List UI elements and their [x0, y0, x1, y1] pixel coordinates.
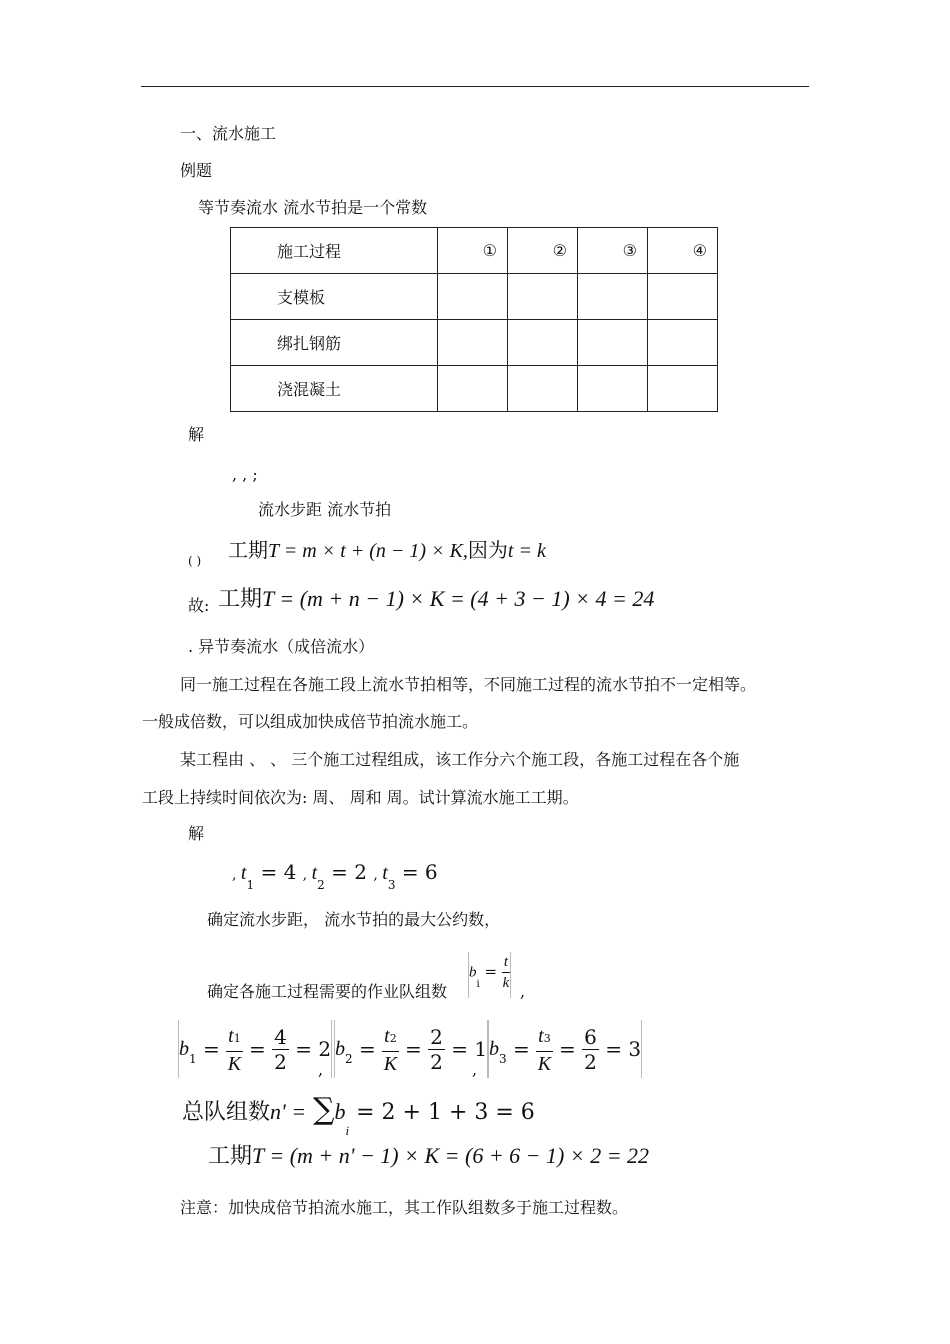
b2-num: 2 [430, 1024, 443, 1049]
step-terms: 流水步距 流水节拍 [258, 500, 392, 519]
b2-symbol: b [335, 1037, 345, 1060]
t3-subscript: 3 [387, 878, 396, 892]
teams-b-symbol: b [469, 964, 477, 981]
b3-equation: b 3 = $\frac{t3}{K}$ = $\frac{6}{2}$ = 3 [488, 1020, 642, 1078]
teams-b-subscript: i [476, 978, 480, 990]
punctuation-line: , , ; [232, 465, 258, 484]
total-teams-lhs: n' = [270, 1099, 307, 1124]
total-teams-rhs: = 2 + 1 + 3 = 6 [356, 1100, 535, 1125]
b3-K: K [537, 1052, 552, 1075]
conclusion-marker: 故: [188, 596, 210, 615]
section2-title: . 异节奏流水（成倍流水） [188, 637, 375, 656]
t2-value: = 2 [331, 860, 367, 884]
t2-symbol: t [311, 862, 318, 884]
b1-subscript: 1 [189, 1052, 197, 1066]
b1-den: 2 [274, 1049, 287, 1074]
period-general-equation [228, 534, 546, 563]
paren-marker: ( ) [188, 554, 202, 568]
header-rule [141, 86, 809, 87]
teams-text: 确定各施工过程需要的作业队组数 [207, 982, 448, 1001]
sum-b-subscript: i [345, 1123, 350, 1138]
condition-formula: t = k [507, 540, 546, 562]
table-row [231, 274, 718, 320]
teams-suffix: , [520, 982, 526, 1001]
teams-denominator: k [502, 975, 510, 991]
period-numeric-formula: T = (m + n − 1) × K = (4 + 3 − 1) × 4 = 24 [262, 586, 655, 611]
table-header-row [231, 228, 718, 274]
t1-value: = 4 [260, 860, 297, 884]
period-formula: T = m × t + (n − 1) × K, [268, 540, 468, 562]
table-cell-process: 绑扎钢筋 [231, 320, 438, 366]
b3-symbol: b [489, 1037, 499, 1060]
period2-label: 工期 [208, 1144, 253, 1169]
period2-formula: T = (m + n' − 1) × K = (6 + 6 − 1) × 2 = 22 [252, 1143, 650, 1168]
b1-num: 4 [274, 1024, 287, 1049]
process-table [230, 227, 718, 412]
t2-subscript: 2 [317, 878, 325, 892]
sigma-symbol: ∑ [313, 1092, 335, 1127]
paragraph2-line1: 某工程由 、 、 三个施工过程组成，该工作分六个施工段，各施工过程在各个施 [180, 750, 740, 769]
table-cell-process: 支模板 [231, 274, 438, 320]
solution-label: 解 [188, 425, 205, 444]
b2-t-sub: 2 [389, 1031, 397, 1045]
sum-b-symbol: b [334, 1099, 346, 1124]
table-header-cell: ② [508, 228, 578, 274]
table-cell-process: 浇混凝土 [231, 366, 438, 412]
b1-t: t [228, 1024, 234, 1047]
t1-subscript: 1 [246, 878, 255, 892]
b3-t: t [538, 1024, 544, 1047]
table-header-cell: ③ [578, 228, 648, 274]
table-header-cell: 施工过程 [231, 228, 438, 274]
b3-subscript: 3 [499, 1052, 507, 1066]
subtitle-equal-rhythm: 等节奏流水 流水节拍是一个常数 [198, 198, 428, 217]
period2-equation [208, 1139, 649, 1170]
b3-result: 3 [628, 1037, 642, 1061]
paragraph1-line1: 同一施工过程在各施工段上流水节拍相等，不同施工过程的流水节拍不一定相等。 [180, 675, 757, 694]
table-header-cell: ④ [648, 228, 718, 274]
b1-equation: b 1 = $\frac{t1}{K}$ = $\frac{4}{2}$ = 2 [178, 1020, 332, 1078]
because-text: 因为 [467, 538, 508, 562]
step-distance-text: 确定流水步距， 流水节拍的最大公约数， [207, 910, 501, 929]
t-values-line: , $t_1 = 4$ , $t_2 = 2$ , $t_3 = 6$ [232, 860, 438, 892]
paragraph2-line2: 工段上持续时间依次为: 周、 周和 周。试计算流水施工工期。 [142, 788, 579, 807]
b2-t: t [384, 1024, 390, 1047]
table-header-cell: ① [438, 228, 508, 274]
t1-symbol: t [240, 862, 247, 884]
period-label: 工期 [228, 538, 268, 562]
period-label: 工期 [218, 587, 263, 612]
b2-den: 2 [430, 1049, 443, 1074]
t3-value: = 6 [401, 860, 438, 884]
example-label: 例题 [180, 161, 213, 180]
teams-formula: $b_i$ = $\frac{t}{k}$ [468, 952, 511, 998]
t3-symbol: t [382, 862, 388, 884]
period-numeric-equation [218, 582, 654, 613]
b1-symbol: b [179, 1037, 189, 1060]
solution-label-2: 解 [188, 824, 205, 843]
note-text: 注意：加快成倍节拍流水施工，其工作队组数多于施工过程数。 [180, 1198, 629, 1217]
table-row [231, 366, 718, 412]
b2-equation: b 2 = $\frac{t2}{K}$ = $\frac{2}{2}$ = 1 [334, 1020, 488, 1078]
b1-t-sub: 1 [233, 1031, 241, 1045]
b2-subscript: 2 [345, 1052, 353, 1066]
total-teams-label: 总队组数 [182, 1100, 271, 1125]
b3-den: 2 [584, 1049, 597, 1074]
b3-num: 6 [584, 1024, 597, 1049]
paragraph1-line2: 一般成倍数，可以组成加快成倍节拍流水施工。 [142, 712, 479, 731]
heading-flow-construction: 一、流水施工 [180, 124, 277, 143]
b2-result: 1 [474, 1037, 488, 1061]
table-row [231, 320, 718, 366]
b2-K: K [383, 1052, 398, 1075]
total-teams-equation [182, 1092, 535, 1138]
b1-K: K [227, 1052, 242, 1075]
b3-t-sub: 3 [543, 1031, 551, 1045]
b1-result: 2 [318, 1037, 332, 1061]
teams-numerator: t [502, 952, 510, 973]
